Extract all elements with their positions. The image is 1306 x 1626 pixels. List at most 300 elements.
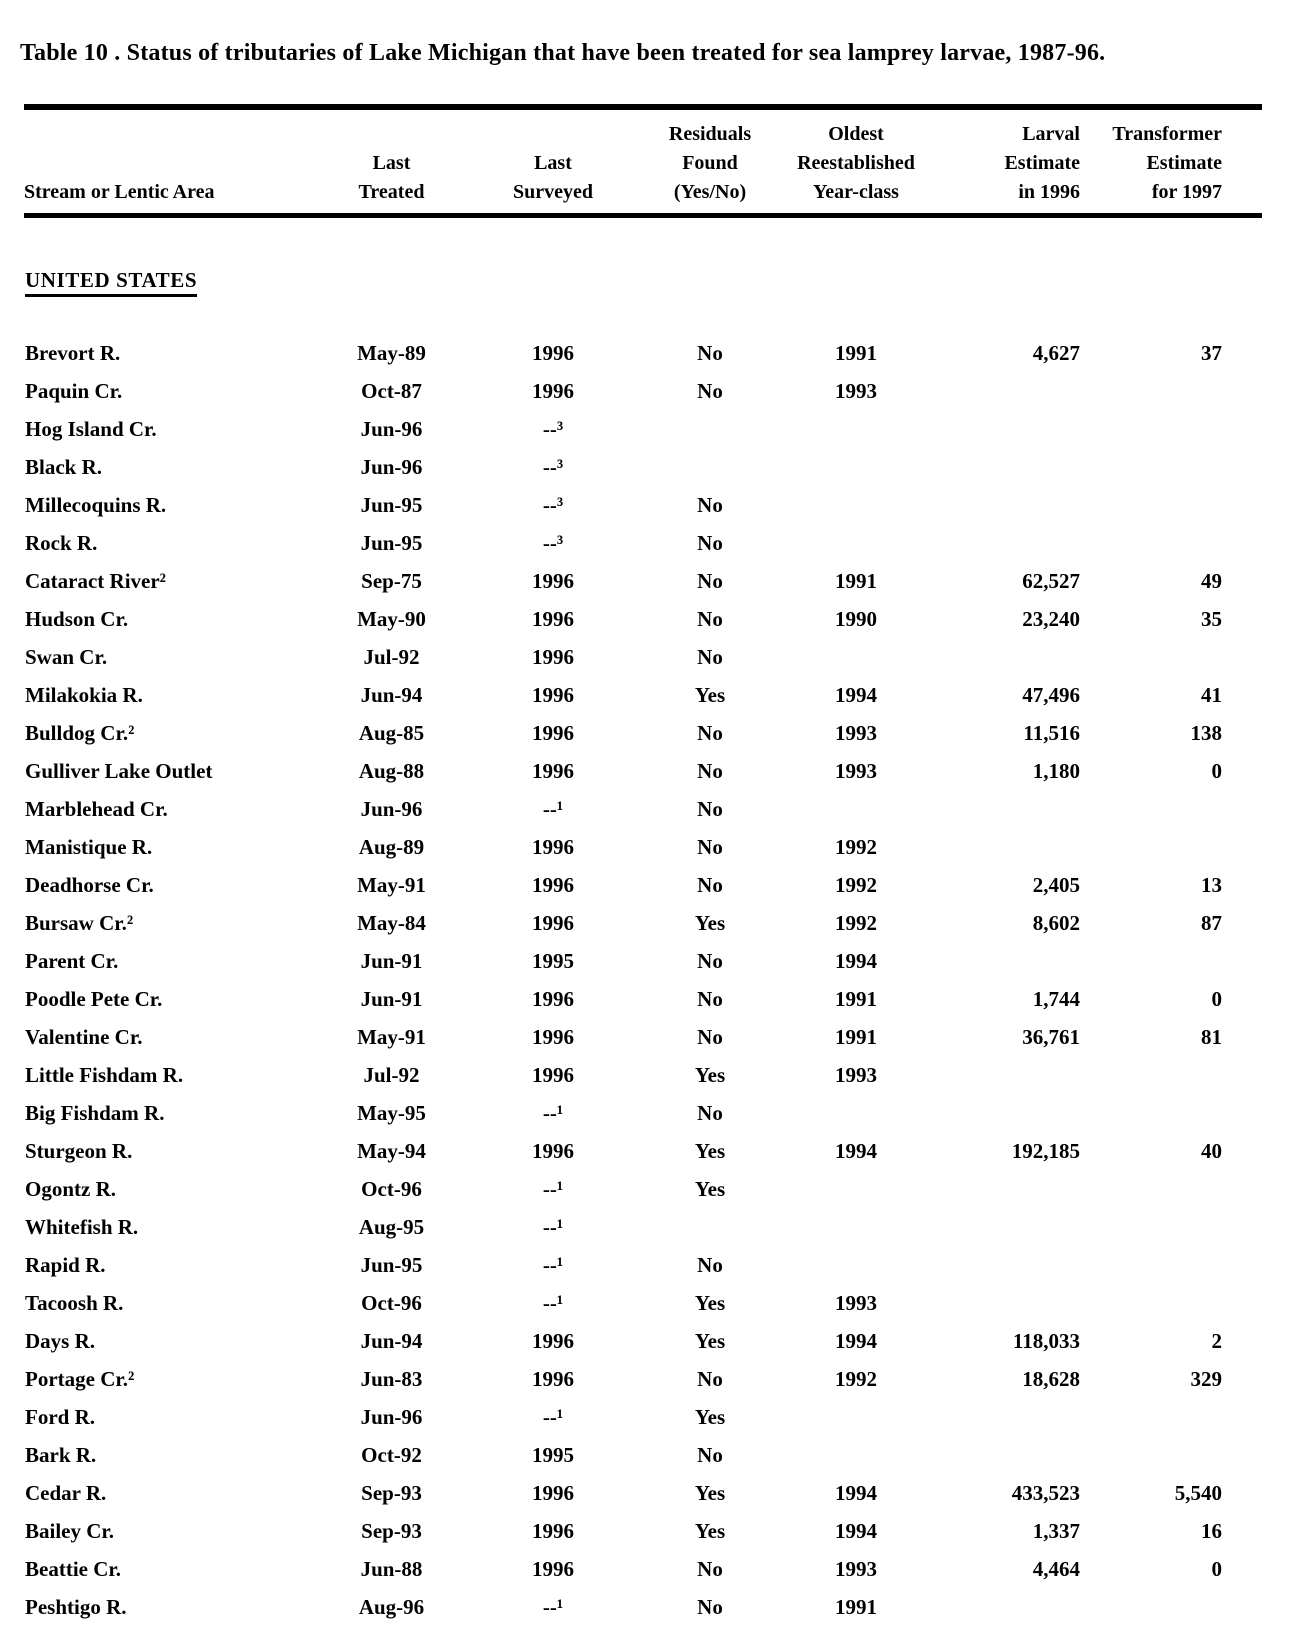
- cell-stream: Ford R.: [25, 1404, 95, 1429]
- cell-oldest: 1993: [835, 1290, 877, 1315]
- cell-residuals: No: [697, 606, 723, 631]
- cell-oldest: 1992: [835, 1366, 877, 1391]
- table-row: [24, 752, 1262, 790]
- cell-oldest: 1993: [835, 758, 877, 783]
- cell-larval: 433,523: [1011, 1480, 1080, 1505]
- cell-oldest: [773, 1208, 939, 1246]
- cell-last_surveyed: --³: [542, 530, 564, 555]
- cell-stream: Brevort R.: [25, 340, 121, 365]
- cell-stream: Cedar R.: [25, 1480, 107, 1505]
- cell-residuals: Yes: [694, 1062, 726, 1087]
- cell-stream: Valentine Cr.: [25, 1024, 143, 1049]
- cell-stream: Swan Cr.: [25, 644, 108, 669]
- cell-stream: Tacoosh R.: [25, 1290, 124, 1315]
- table-row: [24, 1056, 1262, 1094]
- cell-transformer: [1090, 448, 1262, 486]
- cell-larval: 1,337: [1032, 1518, 1080, 1543]
- cell-residuals: Yes: [694, 1480, 726, 1505]
- cell-last_treated: Aug-96: [358, 1594, 425, 1619]
- column-header-line: Estimate: [1004, 152, 1080, 174]
- cell-last_treated: Aug-95: [358, 1214, 425, 1239]
- column-header-line: Last: [534, 152, 572, 174]
- cell-transformer: [1090, 1056, 1262, 1094]
- cell-larval: 118,033: [1012, 1328, 1080, 1353]
- cell-last_surveyed: 1996: [532, 606, 574, 631]
- cell-last_surveyed: 1995: [532, 1442, 574, 1467]
- cell-residuals: No: [697, 796, 723, 821]
- table-row: [24, 410, 1262, 448]
- cell-residuals: No: [697, 720, 723, 745]
- cell-stream: Ogontz R.: [25, 1176, 116, 1201]
- cell-oldest: 1993: [835, 1062, 877, 1087]
- cell-transformer: [1090, 524, 1262, 562]
- cell-larval: [939, 1170, 1090, 1208]
- cell-stream: Bursaw Cr.²: [25, 910, 134, 935]
- column-header-line: Surveyed: [513, 181, 593, 203]
- cell-stream: Paquin Cr.: [25, 378, 123, 403]
- cell-oldest: [773, 524, 939, 562]
- cell-last_surveyed: 1996: [532, 1366, 574, 1391]
- cell-transformer: [1090, 942, 1262, 980]
- cell-oldest: 1994: [835, 1480, 877, 1505]
- cell-last_surveyed: 1996: [532, 1480, 574, 1505]
- cell-residuals: Yes: [694, 910, 726, 935]
- document-page: [0, 38, 1306, 1619]
- cell-transformer: 329: [1190, 1366, 1222, 1391]
- cell-last_treated: Jun-95: [360, 1252, 423, 1277]
- cell-larval: [939, 372, 1090, 410]
- cell-last_surveyed: 1996: [532, 1518, 574, 1543]
- cell-oldest: 1991: [835, 1594, 877, 1619]
- cell-stream: Cataract River²: [25, 568, 166, 593]
- column-header-oldest: [773, 107, 939, 216]
- cell-last_treated: Oct-96: [361, 1290, 422, 1315]
- column-header-line: Oldest: [828, 123, 884, 145]
- cell-last_treated: Jun-94: [360, 1328, 423, 1353]
- cell-larval: 1,180: [1032, 758, 1080, 783]
- cell-transformer: 81: [1201, 1024, 1222, 1049]
- cell-residuals: No: [697, 492, 723, 517]
- cell-last_treated: Oct-92: [361, 1442, 422, 1467]
- table-header-row: [24, 107, 1262, 216]
- column-header-line: Treated: [358, 181, 425, 203]
- column-header-transformer: [1090, 107, 1262, 216]
- cell-oldest: 1994: [835, 948, 877, 973]
- cell-stream: Marblehead Cr.: [25, 796, 168, 821]
- table-header: [24, 107, 1262, 216]
- cell-residuals: No: [697, 1442, 723, 1467]
- cell-larval: 8,602: [1032, 910, 1080, 935]
- table-row: [24, 1436, 1262, 1474]
- cell-oldest: [773, 1094, 939, 1132]
- cell-larval: [939, 1056, 1090, 1094]
- cell-residuals: No: [697, 872, 723, 897]
- cell-transformer: 0: [1211, 758, 1222, 783]
- cell-last_surveyed: 1996: [532, 340, 574, 365]
- cell-transformer: 49: [1201, 568, 1222, 593]
- table-row: [24, 790, 1262, 828]
- cell-transformer: [1090, 1588, 1262, 1626]
- table-row: [24, 1170, 1262, 1208]
- table-row: [24, 828, 1262, 866]
- column-header-line: Estimate: [1146, 152, 1222, 174]
- table-row: [24, 714, 1262, 752]
- table-row: [24, 980, 1262, 1018]
- cell-larval: [939, 638, 1090, 676]
- cell-residuals: No: [697, 1366, 723, 1391]
- cell-oldest: [773, 1436, 939, 1474]
- cell-last_treated: Jun-94: [360, 682, 423, 707]
- cell-last_treated: May-90: [357, 606, 426, 631]
- cell-oldest: 1990: [835, 606, 877, 631]
- cell-last_surveyed: --³: [542, 454, 564, 479]
- column-header-residuals: [647, 107, 773, 216]
- cell-stream: Big Fishdam R.: [25, 1100, 165, 1125]
- table-row: [24, 638, 1262, 676]
- cell-stream: Hudson Cr.: [25, 606, 129, 631]
- cell-last_treated: Jun-96: [360, 416, 423, 441]
- table-row: [24, 1018, 1262, 1056]
- cell-last_surveyed: 1996: [532, 682, 574, 707]
- cell-last_surveyed: --¹: [542, 1290, 564, 1315]
- cell-last_treated: Sep-75: [361, 568, 422, 593]
- cell-transformer: 87: [1201, 910, 1222, 935]
- cell-transformer: [1090, 1208, 1262, 1246]
- table-row: [24, 562, 1262, 600]
- cell-larval: [939, 524, 1090, 562]
- cell-residuals: No: [697, 758, 723, 783]
- spacer-row: [24, 298, 1262, 334]
- table-row: [24, 1588, 1262, 1626]
- table-row: [24, 1132, 1262, 1170]
- cell-oldest: 1991: [835, 340, 877, 365]
- cell-residuals: Yes: [694, 1518, 726, 1543]
- cell-transformer: [1090, 410, 1262, 448]
- cell-larval: [939, 486, 1090, 524]
- cell-stream: Portage Cr.²: [25, 1366, 135, 1391]
- cell-transformer: 0: [1211, 1556, 1222, 1581]
- cell-last_treated: Oct-87: [361, 378, 422, 403]
- cell-last_treated: Jun-88: [360, 1556, 423, 1581]
- cell-last_surveyed: --¹: [542, 1252, 564, 1277]
- table-row: [24, 1322, 1262, 1360]
- cell-transformer: [1090, 486, 1262, 524]
- cell-last_treated: Jun-96: [360, 1404, 423, 1429]
- cell-residuals: No: [697, 948, 723, 973]
- cell-larval: 11,516: [1023, 720, 1080, 745]
- cell-last_surveyed: 1996: [532, 986, 574, 1011]
- cell-larval: 1,744: [1032, 986, 1080, 1011]
- cell-stream: Black R.: [25, 454, 103, 479]
- cell-stream: Bailey Cr.: [25, 1518, 115, 1543]
- cell-larval: 36,761: [1022, 1024, 1080, 1049]
- cell-last_surveyed: --¹: [542, 796, 564, 821]
- cell-stream: Gulliver Lake Outlet: [25, 758, 213, 783]
- cell-larval: [939, 1284, 1090, 1322]
- cell-oldest: [773, 410, 939, 448]
- table-title: Table 10 . Status of tributaries of Lake Michigan that have been treated for sea lamprey larvae, 1987-96.: [20, 40, 1106, 66]
- table-row: [24, 486, 1262, 524]
- cell-last_treated: May-91: [357, 872, 426, 897]
- table-row: [24, 904, 1262, 942]
- tributaries-table: [24, 104, 1262, 1626]
- cell-last_treated: May-94: [357, 1138, 426, 1163]
- cell-residuals: No: [697, 530, 723, 555]
- cell-transformer: [1090, 1436, 1262, 1474]
- cell-larval: [939, 1436, 1090, 1474]
- cell-last_surveyed: 1996: [532, 1024, 574, 1049]
- cell-transformer: [1090, 1284, 1262, 1322]
- cell-larval: 62,527: [1022, 568, 1080, 593]
- cell-stream: Peshtigo R.: [25, 1594, 127, 1619]
- cell-oldest: [773, 790, 939, 828]
- cell-larval: 18,628: [1022, 1366, 1080, 1391]
- cell-last_treated: Jun-96: [360, 454, 423, 479]
- cell-transformer: [1090, 1094, 1262, 1132]
- cell-stream: Little Fishdam R.: [25, 1062, 184, 1087]
- cell-transformer: 41: [1201, 682, 1222, 707]
- cell-stream: Bark R.: [25, 1442, 97, 1467]
- cell-oldest: [773, 1246, 939, 1284]
- table-row: [24, 1284, 1262, 1322]
- cell-last_surveyed: 1996: [532, 644, 574, 669]
- cell-residuals: [647, 448, 773, 486]
- cell-last_surveyed: 1996: [532, 758, 574, 783]
- cell-transformer: 13: [1201, 872, 1222, 897]
- cell-last_surveyed: --¹: [542, 1404, 564, 1429]
- cell-last_surveyed: 1996: [532, 872, 574, 897]
- cell-last_treated: Aug-88: [358, 758, 425, 783]
- cell-residuals: No: [697, 378, 723, 403]
- cell-stream: Bulldog Cr.²: [25, 720, 135, 745]
- cell-residuals: Yes: [694, 1138, 726, 1163]
- cell-residuals: Yes: [694, 682, 726, 707]
- cell-last_treated: Oct-96: [361, 1176, 422, 1201]
- column-header-line: Stream or Lentic Area: [24, 181, 215, 203]
- cell-residuals: [647, 1208, 773, 1246]
- cell-larval: 192,185: [1011, 1138, 1080, 1163]
- cell-last_surveyed: --¹: [542, 1176, 564, 1201]
- cell-transformer: [1090, 1170, 1262, 1208]
- table-row: [24, 334, 1262, 372]
- column-header-line: Larval: [1022, 123, 1080, 145]
- column-header-stream: [24, 107, 324, 216]
- cell-transformer: [1090, 372, 1262, 410]
- cell-stream: Rapid R.: [25, 1252, 106, 1277]
- table-row: [24, 524, 1262, 562]
- cell-last_treated: Jun-95: [360, 530, 423, 555]
- cell-transformer: 37: [1201, 340, 1222, 365]
- cell-larval: 23,240: [1022, 606, 1080, 631]
- cell-larval: [939, 790, 1090, 828]
- cell-stream: Days R.: [25, 1328, 96, 1353]
- cell-residuals: Yes: [694, 1404, 726, 1429]
- column-header-line: Year-class: [813, 181, 899, 203]
- table-row: [24, 1208, 1262, 1246]
- cell-transformer: [1090, 828, 1262, 866]
- table-row: [24, 1512, 1262, 1550]
- cell-larval: [939, 828, 1090, 866]
- cell-last_surveyed: --³: [542, 492, 564, 517]
- cell-last_treated: Sep-93: [361, 1480, 422, 1505]
- cell-last_surveyed: 1996: [532, 1062, 574, 1087]
- cell-last_surveyed: 1996: [532, 1556, 574, 1581]
- table-row: [24, 1246, 1262, 1284]
- cell-oldest: [773, 1398, 939, 1436]
- cell-last_treated: Sep-93: [361, 1518, 422, 1543]
- cell-stream: Beattie Cr.: [25, 1556, 122, 1581]
- cell-stream: Rock R.: [25, 530, 98, 555]
- cell-larval: [939, 1246, 1090, 1284]
- cell-last_treated: Jun-96: [360, 796, 423, 821]
- cell-oldest: 1992: [835, 834, 877, 859]
- cell-last_surveyed: 1995: [532, 948, 574, 973]
- cell-larval: [939, 1094, 1090, 1132]
- table-row: [24, 1094, 1262, 1132]
- cell-larval: 47,496: [1022, 682, 1080, 707]
- cell-transformer: 0: [1211, 986, 1222, 1011]
- cell-last_surveyed: 1996: [532, 910, 574, 935]
- column-header-line: in 1996: [1018, 181, 1080, 203]
- cell-last_surveyed: 1996: [532, 378, 574, 403]
- cell-transformer: 138: [1190, 720, 1222, 745]
- cell-transformer: 40: [1201, 1138, 1222, 1163]
- column-header-line: Residuals: [668, 123, 752, 145]
- table-row: [24, 1550, 1262, 1588]
- table-row: [24, 942, 1262, 980]
- cell-last_surveyed: --¹: [542, 1214, 564, 1239]
- cell-residuals: Yes: [694, 1328, 726, 1353]
- cell-stream: Milakokia R.: [25, 682, 143, 707]
- cell-oldest: [773, 638, 939, 676]
- cell-last_treated: Jul-92: [363, 644, 420, 669]
- cell-residuals: [647, 410, 773, 448]
- column-header-line: for 1997: [1151, 181, 1222, 203]
- column-header-line: Found: [682, 152, 738, 174]
- column-header-last_surveyed: [459, 107, 647, 216]
- cell-last_treated: Aug-89: [358, 834, 425, 859]
- cell-last_treated: May-84: [357, 910, 426, 935]
- cell-larval: [939, 1398, 1090, 1436]
- cell-last_surveyed: 1996: [532, 720, 574, 745]
- cell-last_treated: Jun-95: [360, 492, 423, 517]
- table-row: [24, 1398, 1262, 1436]
- cell-stream: Millecoquins R.: [25, 492, 167, 517]
- cell-last_surveyed: 1996: [532, 568, 574, 593]
- cell-residuals: No: [697, 1024, 723, 1049]
- cell-last_treated: May-95: [357, 1100, 426, 1125]
- cell-residuals: No: [697, 986, 723, 1011]
- section-row: [24, 216, 1262, 299]
- cell-stream: Sturgeon R.: [25, 1138, 133, 1163]
- cell-oldest: [773, 1170, 939, 1208]
- cell-stream: Whitefish R.: [25, 1214, 139, 1239]
- cell-oldest: 1994: [835, 682, 877, 707]
- cell-larval: 4,627: [1032, 340, 1080, 365]
- cell-oldest: 1992: [835, 872, 877, 897]
- cell-stream: Parent Cr.: [25, 948, 119, 973]
- section-heading: UNITED STATES: [25, 268, 197, 297]
- cell-last_surveyed: 1996: [532, 834, 574, 859]
- column-header-larval: [939, 107, 1090, 216]
- cell-oldest: [773, 486, 939, 524]
- table-row: [24, 448, 1262, 486]
- cell-transformer: 2: [1211, 1328, 1222, 1353]
- cell-last_treated: Jul-92: [363, 1062, 420, 1087]
- cell-stream: Poodle Pete Cr.: [25, 986, 163, 1011]
- cell-last_treated: May-89: [357, 340, 426, 365]
- cell-last_treated: Jun-91: [360, 948, 423, 973]
- cell-transformer: [1090, 638, 1262, 676]
- table-row: [24, 1360, 1262, 1398]
- cell-oldest: 1993: [835, 378, 877, 403]
- cell-oldest: 1991: [835, 568, 877, 593]
- table-row: [24, 372, 1262, 410]
- cell-oldest: 1991: [835, 986, 877, 1011]
- cell-transformer: 5,540: [1174, 1480, 1222, 1505]
- cell-residuals: No: [697, 1100, 723, 1125]
- cell-stream: Hog Island Cr.: [25, 416, 157, 441]
- column-header-line: (Yes/No): [673, 181, 747, 203]
- table-row: [24, 676, 1262, 714]
- column-header-line: Reestablished: [797, 152, 915, 174]
- column-header-last_treated: [324, 107, 459, 216]
- cell-residuals: Yes: [694, 1290, 726, 1315]
- cell-residuals: Yes: [694, 1176, 726, 1201]
- cell-residuals: No: [697, 644, 723, 669]
- cell-transformer: 16: [1201, 1518, 1222, 1543]
- column-header-line: Transformer: [1112, 123, 1222, 145]
- cell-oldest: 1994: [835, 1518, 877, 1543]
- cell-residuals: No: [697, 1594, 723, 1619]
- cell-last_surveyed: --³: [542, 416, 564, 441]
- table-row: [24, 600, 1262, 638]
- cell-oldest: [773, 448, 939, 486]
- table-row: [24, 866, 1262, 904]
- cell-larval: [939, 1588, 1090, 1626]
- cell-oldest: 1993: [835, 1556, 877, 1581]
- cell-transformer: [1090, 790, 1262, 828]
- table-row: [24, 1474, 1262, 1512]
- column-header-line: Last: [372, 152, 411, 174]
- cell-last_surveyed: 1996: [532, 1138, 574, 1163]
- cell-last_treated: May-91: [357, 1024, 426, 1049]
- cell-last_surveyed: --¹: [542, 1100, 564, 1125]
- cell-residuals: No: [697, 1556, 723, 1581]
- cell-last_surveyed: 1996: [532, 1328, 574, 1353]
- cell-residuals: No: [697, 1252, 723, 1277]
- cell-oldest: 1994: [835, 1138, 877, 1163]
- cell-oldest: 1994: [835, 1328, 877, 1353]
- cell-larval: 4,464: [1032, 1556, 1080, 1581]
- cell-residuals: No: [697, 340, 723, 365]
- cell-residuals: No: [697, 568, 723, 593]
- cell-oldest: 1993: [835, 720, 877, 745]
- cell-last_treated: Jun-83: [360, 1366, 423, 1391]
- cell-last_treated: Jun-91: [360, 986, 423, 1011]
- cell-transformer: [1090, 1246, 1262, 1284]
- cell-transformer: [1090, 1398, 1262, 1436]
- cell-residuals: No: [697, 834, 723, 859]
- cell-last_surveyed: --¹: [542, 1594, 564, 1619]
- cell-stream: Deadhorse Cr.: [25, 872, 154, 897]
- cell-stream: Manistique R.: [25, 834, 153, 859]
- cell-larval: [939, 942, 1090, 980]
- cell-larval: [939, 410, 1090, 448]
- cell-last_treated: Aug-85: [358, 720, 425, 745]
- cell-transformer: 35: [1201, 606, 1222, 631]
- cell-larval: [939, 1208, 1090, 1246]
